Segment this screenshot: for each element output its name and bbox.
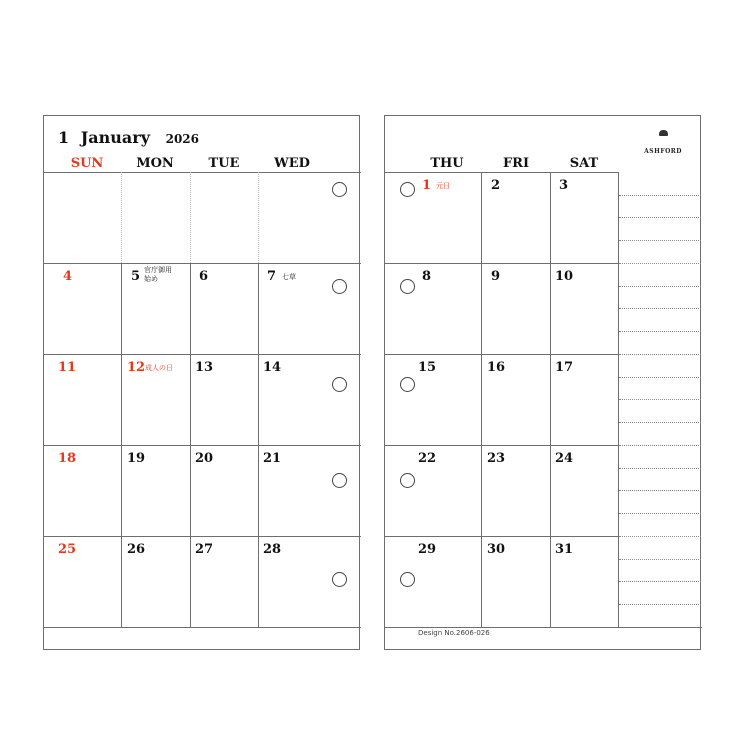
day-12: 12 bbox=[127, 360, 146, 375]
memo-line bbox=[619, 286, 701, 287]
grid-line bbox=[258, 263, 259, 627]
ring-hole-icon bbox=[332, 182, 347, 197]
left-page bbox=[43, 115, 360, 650]
grid-line bbox=[121, 263, 122, 627]
grid-line bbox=[44, 445, 361, 446]
day-25: 25 bbox=[58, 542, 77, 557]
weekday-sat: SAT bbox=[569, 156, 599, 171]
ashford-logo-icon bbox=[659, 130, 668, 136]
day-30: 30 bbox=[487, 542, 506, 557]
day-3: 3 bbox=[559, 178, 569, 193]
day-11: 11 bbox=[58, 360, 77, 375]
day-27: 27 bbox=[195, 542, 214, 557]
ring-hole-icon bbox=[400, 377, 415, 392]
day-1: 1 bbox=[422, 178, 432, 193]
grid-line bbox=[385, 354, 619, 355]
memo-line bbox=[619, 263, 701, 264]
day-20: 20 bbox=[195, 451, 214, 466]
grid-line bbox=[121, 172, 122, 263]
grid-line bbox=[385, 627, 702, 628]
ring-hole-icon bbox=[400, 473, 415, 488]
note-new-year: 元日 bbox=[436, 182, 450, 190]
day-17: 17 bbox=[555, 360, 574, 375]
memo-line bbox=[619, 331, 701, 332]
grid-line bbox=[481, 172, 482, 627]
day-8: 8 bbox=[422, 269, 432, 284]
grid-line bbox=[44, 627, 361, 628]
day-6: 6 bbox=[199, 269, 209, 284]
day-29: 29 bbox=[418, 542, 437, 557]
ring-hole-icon bbox=[400, 279, 415, 294]
note-work-start-line2: 始め bbox=[144, 275, 158, 283]
memo-line bbox=[619, 468, 701, 469]
memo-line bbox=[619, 217, 701, 218]
weekday-tue: TUE bbox=[208, 156, 240, 171]
day-21: 21 bbox=[263, 451, 282, 466]
ring-hole-icon bbox=[332, 279, 347, 294]
memo-line bbox=[619, 377, 701, 378]
memo-line bbox=[619, 422, 701, 423]
weekday-fri: FRI bbox=[502, 156, 530, 171]
day-19: 19 bbox=[127, 451, 146, 466]
weekday-wed: WED bbox=[274, 156, 310, 171]
design-number: Design No.2606-026 bbox=[418, 629, 490, 637]
ring-hole-icon bbox=[332, 572, 347, 587]
grid-line bbox=[190, 263, 191, 627]
weekday-thu: THU bbox=[430, 156, 464, 171]
note-nanakusa: 七草 bbox=[282, 273, 296, 281]
grid-line bbox=[385, 536, 619, 537]
day-4: 4 bbox=[63, 269, 73, 284]
month-name: January bbox=[80, 128, 151, 147]
ring-hole-icon bbox=[400, 182, 415, 197]
memo-line bbox=[619, 604, 701, 605]
memo-line bbox=[619, 308, 701, 309]
day-14: 14 bbox=[263, 360, 282, 375]
memo-line bbox=[619, 559, 701, 560]
day-10: 10 bbox=[555, 269, 574, 284]
grid-line bbox=[258, 172, 259, 263]
grid-line bbox=[385, 172, 619, 173]
month-number: 1 bbox=[58, 128, 70, 147]
year: 2026 bbox=[165, 132, 199, 146]
memo-line bbox=[619, 581, 701, 582]
grid-line bbox=[44, 263, 361, 264]
day-16: 16 bbox=[487, 360, 506, 375]
day-5: 5 bbox=[131, 269, 141, 284]
day-13: 13 bbox=[195, 360, 214, 375]
grid-line bbox=[44, 536, 361, 537]
grid-line bbox=[550, 172, 551, 627]
ring-hole-icon bbox=[332, 377, 347, 392]
day-23: 23 bbox=[487, 451, 506, 466]
grid-line bbox=[385, 445, 619, 446]
ring-hole-icon bbox=[400, 572, 415, 587]
brand-logo bbox=[644, 130, 682, 157]
ring-hole-icon bbox=[332, 473, 347, 488]
day-26: 26 bbox=[127, 542, 146, 557]
brand-name: ASHFORD bbox=[644, 148, 682, 155]
day-7: 7 bbox=[267, 269, 277, 284]
weekday-sun: SUN bbox=[70, 156, 104, 171]
memo-line bbox=[619, 240, 701, 241]
day-2: 2 bbox=[491, 178, 501, 193]
note-coming-of-age: 成人の日 bbox=[145, 364, 173, 372]
day-22: 22 bbox=[418, 451, 437, 466]
grid-line bbox=[44, 172, 361, 173]
memo-line bbox=[619, 536, 701, 537]
day-18: 18 bbox=[58, 451, 77, 466]
day-9: 9 bbox=[491, 269, 501, 284]
day-31: 31 bbox=[555, 542, 574, 557]
day-28: 28 bbox=[263, 542, 282, 557]
grid-line bbox=[190, 172, 191, 263]
day-15: 15 bbox=[418, 360, 437, 375]
memo-line bbox=[619, 354, 701, 355]
memo-line bbox=[619, 513, 701, 514]
day-24: 24 bbox=[555, 451, 574, 466]
right-page bbox=[384, 115, 701, 650]
memo-line bbox=[619, 490, 701, 491]
grid-line bbox=[385, 263, 619, 264]
note-work-start-line1: 官庁御用 bbox=[144, 266, 172, 274]
memo-line bbox=[619, 445, 701, 446]
grid-line bbox=[44, 354, 361, 355]
weekday-mon: MON bbox=[136, 156, 174, 171]
month-title bbox=[58, 128, 199, 147]
memo-line bbox=[619, 399, 701, 400]
memo-line bbox=[619, 195, 701, 196]
